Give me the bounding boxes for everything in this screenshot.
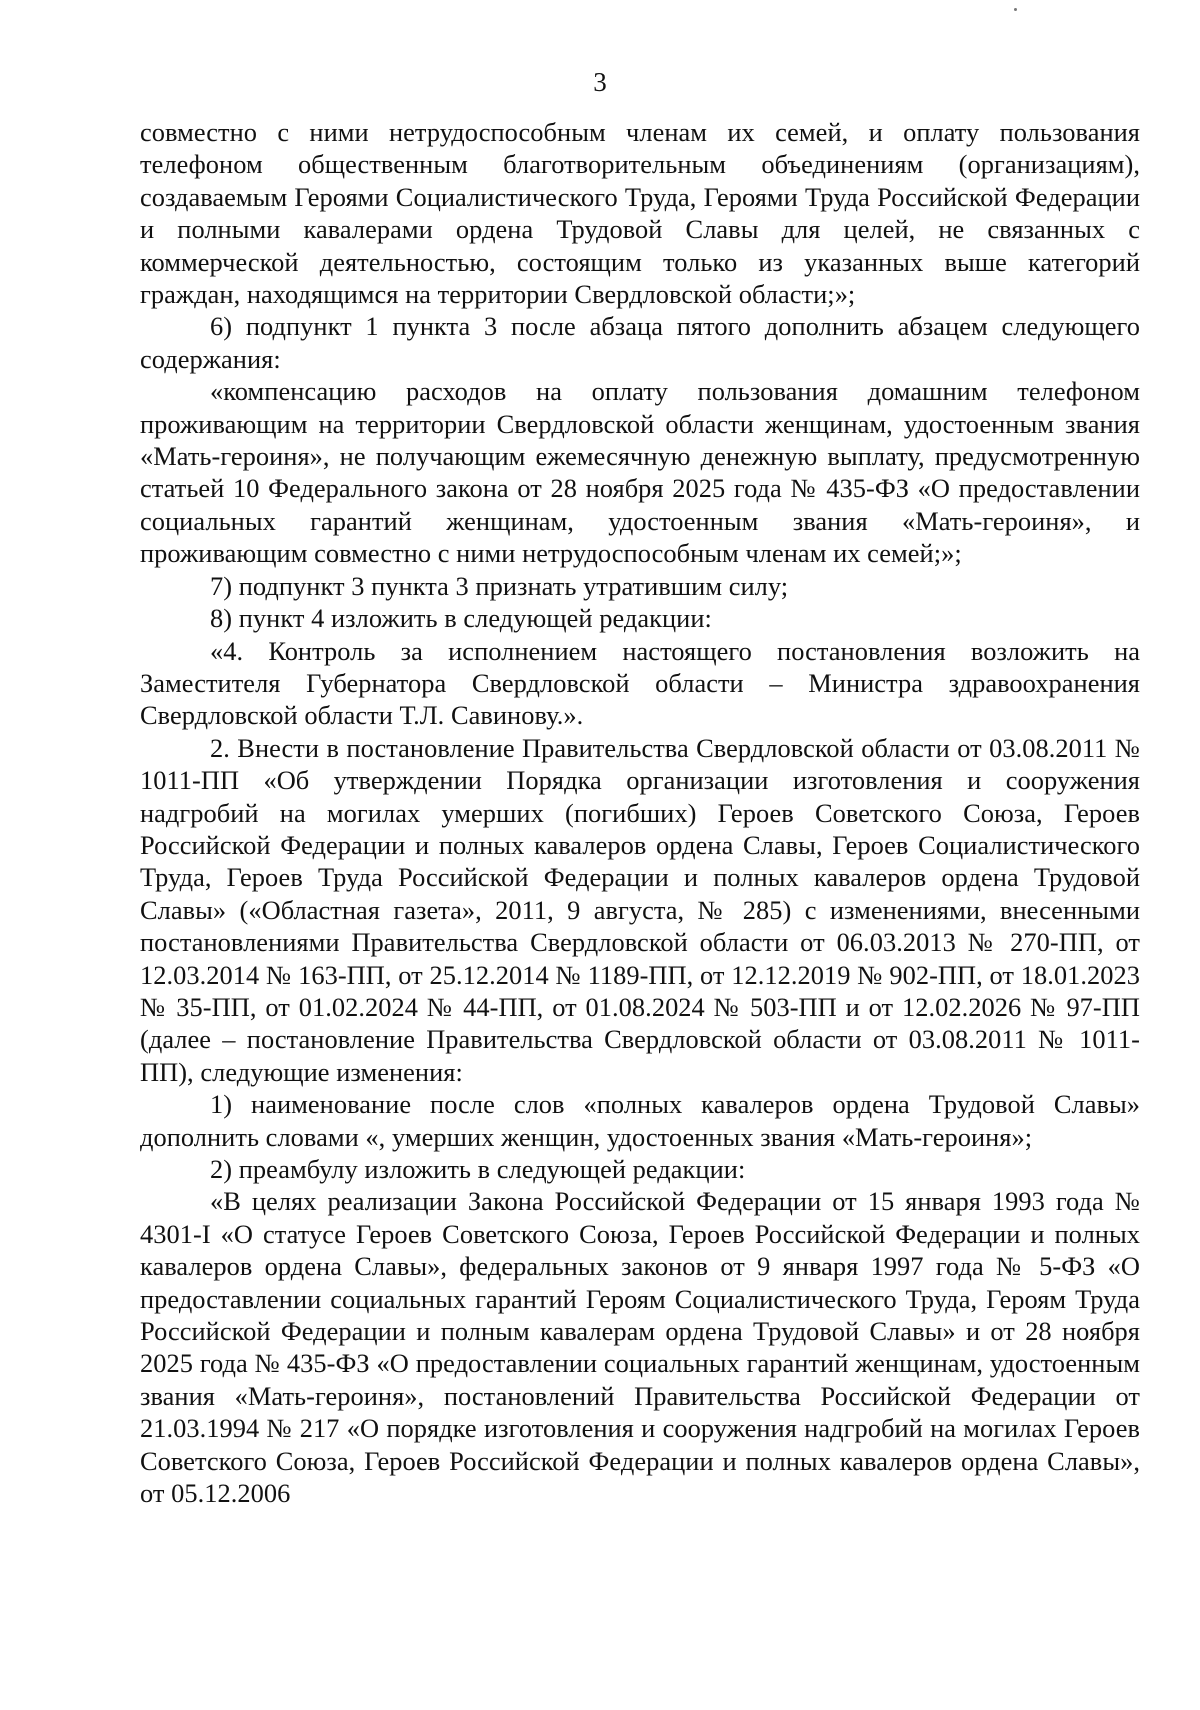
paragraph-quote-compensation: «компенсацию расходов на оплату пользования домашним телефоном проживающим на территории Свердловской области женщинам, удостоенным звания «Мать-героиня», не получающим ежемесячную денежную выплату, предусмотренную статьей 10 Федерального закона от 28 ноября 2025 года № 435-ФЗ «О предоставлении социальных гарантий женщинам, удостоенным звания «Мать-героиня», и проживающим совместно с ними нетрудоспособным членам их семей;»; [140, 376, 1140, 569]
paragraph-item-8: 8) пункт 4 изложить в следующей редакции: [210, 603, 712, 634]
paragraph-item-7: 7) подпункт 3 пункта 3 признать утратившим силу; [210, 570, 789, 601]
paragraph-section-2: 2. Внести в постановление Правительства Свердловской области от 03.08.2011 № 1011-ПП «Об утверждении Порядка организации изготовления и сооружения надгробий на могилах умерших (погибших) Героев Советского Союза, Героев Российской Федерации и полных кавалеров ордена Славы, Героев Социалистического Труда, Героев Труда Российской Федерации и полных кавалеров ордена Трудовой Славы» («Областная газета», 2011, 9 августа, № 285) с изменениями, внесенными постановлениями Правительства Свердловской области от 06.03.2013 № 270-ПП, от 12.03.2014 № 163-ПП, от 25.12.2014 № 1189-ПП, от 12.12.2019 № 902-ПП, от 18.01.2023 № 35-ПП, от 01.02.2024 № 44-ПП, от 01.08.2024 № 503-ПП и от 12.02.2026 № 97-ПП (далее – постановление Правительства Свердловской области от 03.08.2011 № 1011-ПП), следующие изменения: [140, 732, 1140, 1087]
paragraph-item-6: 6) подпункт 1 пункта 3 после абзаца пятого дополнить абзацем следующего содержания: [140, 311, 1140, 374]
page-number: 3 [593, 67, 607, 97]
document-body [140, 116, 1140, 1509]
scan-speck [1014, 8, 1017, 11]
paragraph-quote-control: «4. Контроль за исполнением настоящего постановления возложить на Заместителя Губернатора Свердловской области – Министра здравоохранения Свердловской области Т.Л. Савинову.». [140, 635, 1140, 731]
paragraph-change-2: 2) преамбулу изложить в следующей редакции: [210, 1154, 746, 1184]
paragraph-continuation: совместно с ними нетрудоспособным членам их семей, и оплату пользования телефоном общественным благотворительным объединениям (организациям), создаваемым Героями Социалистического Труда, Героями Труда Российской Федерации и полными кавалерами ордена Трудовой Славы для целей, не связанных с коммерческой деятельностью, состоящим только из указанных выше категорий граждан, находящимся на территории Свердловской области;»; [140, 117, 1140, 310]
paragraph-quote-preamble: «В целях реализации Закона Российской Федерации от 15 января 1993 года № 4301-I «О статусе Героев Советского Союза, Героев Российской Федерации и полных кавалеров ордена Славы», федеральных законов от 9 января 1997 года № 5-ФЗ «О предоставлении социальных гарантий Героям Социалистического Труда, Героям Труда Российской Федерации и полным кавалерам ордена Трудовой Славы» и от 28 ноября 2025 года № 435-ФЗ «О предоставлении социальных гарантий женщинам, удостоенным звания «Мать-героиня», постановлений Правительства Российской Федерации от 21.03.1994 № 217 «О порядке изготовления и сооружения надгробий на могилах Героев Советского Союза, Героев Российской Федерации и полных кавалеров ордена Славы», от 05.12.2006 [140, 1186, 1140, 1509]
paragraph-change-1: 1) наименование после слов «полных кавалеров ордена Трудовой Славы» дополнить словами «, умерших женщин, удостоенных звания «Мать-героиня»; [140, 1089, 1140, 1152]
